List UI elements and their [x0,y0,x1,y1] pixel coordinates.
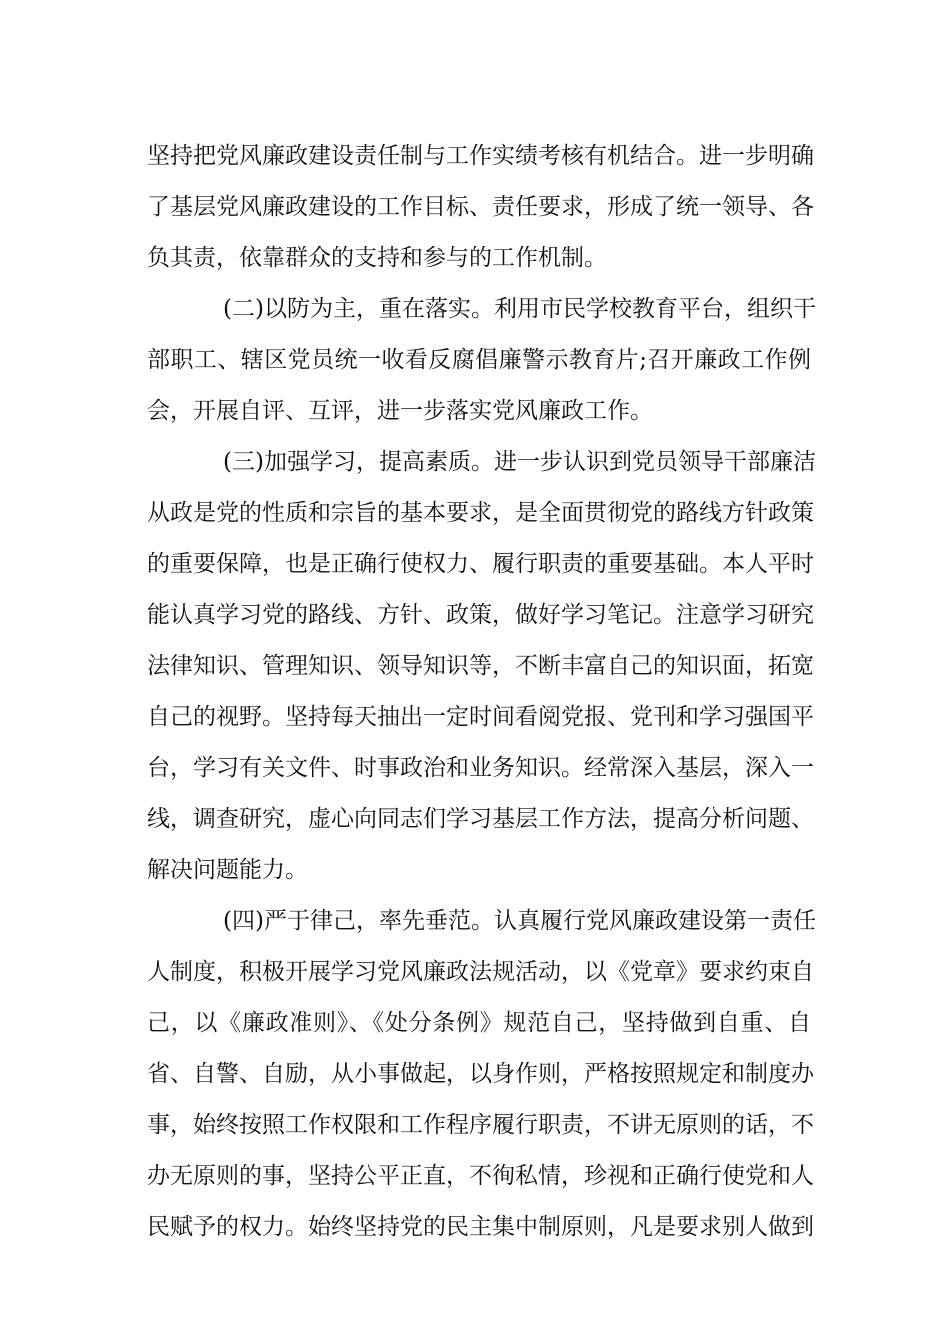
text-line: 法律知识、管理知识、领导知识等，不断丰富自己的知识面，拓宽 [147,653,814,679]
text-line: 坚持把党风廉政建设责任制与工作实绩考核有机结合。进一步明确 [147,143,814,169]
text-line: 省、自警、自励，从小事做起，以身作则，严格按照规定和制度办 [147,1061,814,1087]
text-line: 办无原则的事，坚持公平正直，不徇私情，珍视和正确行使党和人 [147,1163,814,1189]
text-line: 的重要保障，也是正确行使权力、履行职责的重要基础。本人平时 [147,551,814,577]
text-line: 从政是党的性质和宗旨的基本要求，是全面贯彻党的路线方针政策 [147,500,814,526]
text-line: 能认真学习党的路线、方针、政策，做好学习笔记。注意学习研究 [147,602,814,628]
text-line: (三)加强学习，提高素质。进一步认识到党员领导干部廉洁 [223,449,816,475]
text-line: 民赋予的权力。始终坚持党的民主集中制原则，凡是要求别人做到 [147,1214,814,1240]
text-line: 会，开展自评、互评，进一步落实党风廉政工作。 [147,398,653,424]
text-line: (二)以防为主，重在落实。利用市民学校教育平台，组织干 [223,296,816,322]
text-line: 台，学习有关文件、时事政治和业务知识。经常深入基层，深入一 [147,755,814,781]
text-line: (四)严于律己，率先垂范。认真履行党风廉政建设第一责任 [223,908,816,934]
text-line: 负其责，依靠群众的支持和参与的工作机制。 [147,245,607,271]
text-line: 己，以《廉政准则》、《处分条例》规范自己，坚持做到自重、自 [147,1010,811,1036]
text-line: 人制度，积极开展学习党风廉政法规活动，以《党章》要求约束自 [147,959,814,985]
text-line: 了基层党风廉政建设的工作目标、责任要求，形成了统一领导、各 [147,194,814,220]
text-line: 线，调查研究，虚心向同志们学习基层工作方法，提高分析问题、 [147,806,814,832]
text-line: 解决问题能力。 [147,857,308,883]
text-line: 事，始终按照工作权限和工作程序履行职责，不讲无原则的话，不 [147,1112,814,1138]
document-body [147,131,816,1253]
text-line: 自己的视野。坚持每天抽出一定时间看阅党报、党刊和学习强国平 [147,704,814,730]
text-line: 部职工、辖区党员统一收看反腐倡廉警示教育片;召开廉政工作例 [147,347,811,373]
